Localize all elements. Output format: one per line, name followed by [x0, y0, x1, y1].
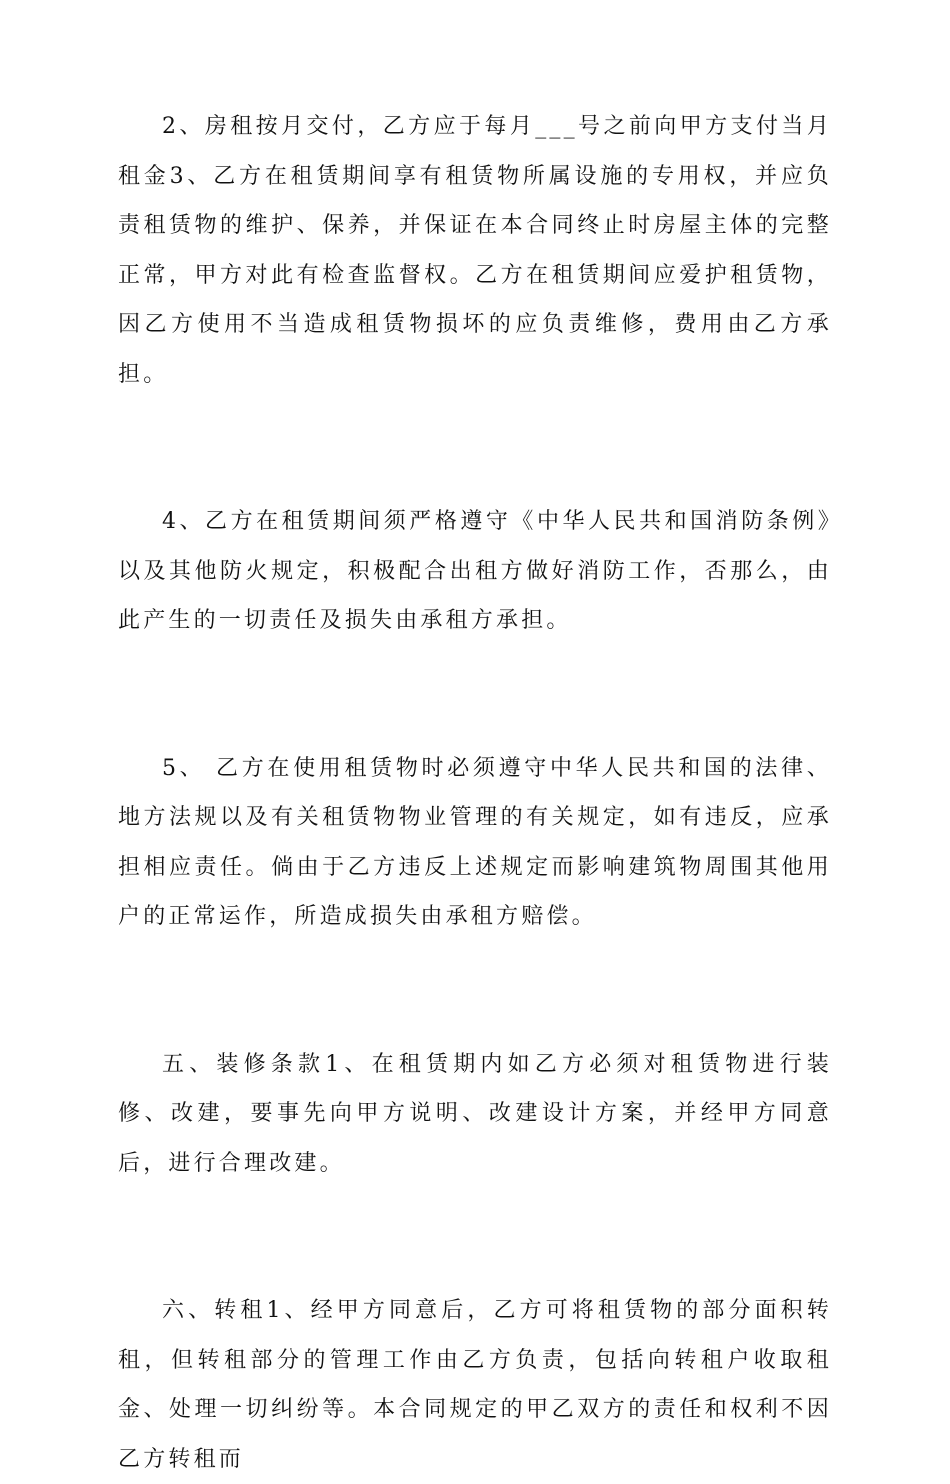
paragraph-fire-safety: 4、乙方在租赁期间须严格遵守《中华人民共和国消防条例》以及其他防火规定，积极配合出租方做好消防工作，否那么，由此产生的一切责任及损失由承租方承担。: [118, 509, 832, 633]
paragraph-legal-compliance: 5、 乙方在使用租赁物时必须遵守中华人民共和国的法律、地方法规以及有关租赁物物业管理的有关规定，如有违反，应承担相应责任。倘由于乙方违反上述规定而影响建筑物周围其他用户的正常运作，所造成损失由承租方赔偿。: [118, 755, 832, 929]
paragraph-sublease: 六、转租1、经甲方同意后，乙方可将租赁物的部分面积转租，但转租部分的管理工作由乙方负责，包括向转租户收取租金、处理一切纠纷等。本合同规定的甲乙双方的责任和权利不因乙方转租而: [118, 1298, 832, 1472]
paragraph-renovation-terms: 五、装修条款1、在租赁期内如乙方必须对租赁物进行装修、改建，要事先向甲方说明、改建设计方案，并经甲方同意后，进行合理改建。: [118, 1051, 832, 1176]
paragraph-rent-payment: 2、房租按月交付，乙方应于每月___号之前向甲方支付当月租金3、乙方在租赁期间享有租赁物所属设施的专用权，并应负责租赁物的维护、保养，并保证在本合同终止时房屋主体的完整正常，甲方对此有检查监督权。乙方在租赁期间应爱护租赁物，因乙方使用不当造成租赁物损坏的应负责维修，费用由乙方承担。: [118, 114, 832, 387]
document-body: [118, 102, 832, 1484]
